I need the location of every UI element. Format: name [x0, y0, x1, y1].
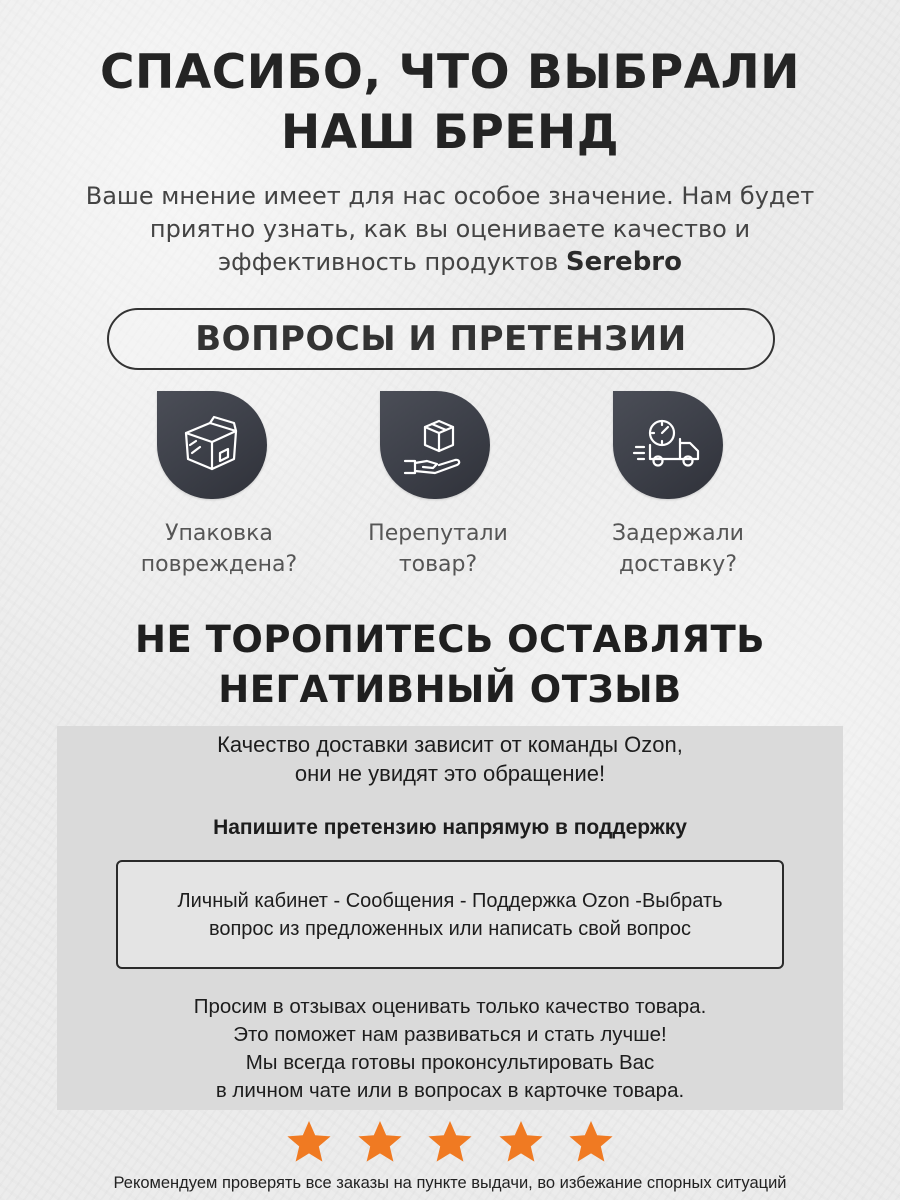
- request-line-2: Это поможет нам развиваться и стать лучше!: [233, 1023, 667, 1046]
- intro-line-3-wrap: [40, 246, 860, 279]
- support-path-line-1: Личный кабинет - Сообщения - Поддержка Ozon -Выбрать: [177, 889, 723, 912]
- issue-caption-wrong-item: [318, 518, 558, 580]
- request-line-3: Мы всегда готовы проконсультировать Вас: [245, 1051, 655, 1074]
- star-rating: [285, 1116, 615, 1168]
- brand-name: Serebro: [565, 247, 682, 277]
- request-line-1: Просим в отзывах оценивать только качество товара.: [193, 995, 707, 1018]
- star-icon: [426, 1118, 474, 1166]
- support-heading: Напишите претензию напрямую в поддержку: [213, 816, 687, 839]
- section-label-pill: [107, 308, 775, 370]
- star-icon: [356, 1118, 404, 1166]
- box-in-hand-icon: [380, 391, 490, 499]
- support-path-box: [116, 860, 784, 969]
- issue-caption-delay: [558, 518, 798, 580]
- star-icon: [567, 1118, 615, 1166]
- section-label: ВОПРОСЫ И ПРЕТЕНЗИИ: [195, 319, 687, 359]
- support-path-line-2: вопрос из предложенных или написать свой вопрос: [208, 917, 692, 940]
- footer-note: Рекомендуем проверять все заказы на пункте выдачи, во избежание спорных ситуаций: [113, 1174, 787, 1192]
- request-line-4: в личном чате или в вопросах в карточке товара.: [215, 1079, 685, 1102]
- delivery-line-1: Качество доставки зависит от команды Ozon,: [217, 732, 683, 757]
- warning-line-2: НЕГАТИВНЫЙ ОТЗЫВ: [218, 668, 682, 711]
- delivery-truck-icon: [613, 391, 723, 499]
- delivery-line-2: они не увидят это обращение!: [294, 761, 606, 786]
- intro-line-3: эффективность продуктов: [218, 248, 559, 276]
- star-icon: [497, 1118, 545, 1166]
- title-line-2: НАШ БРЕНД: [280, 105, 620, 160]
- intro-text: [40, 180, 860, 279]
- issue-1-line-1: Упаковка: [165, 521, 273, 546]
- review-request: [57, 993, 843, 1105]
- intro-line-2: приятно узнать, как вы оцениваете качество и: [149, 215, 751, 243]
- intro-line-1: Ваше мнение имеет для нас особое значение. Нам будет: [85, 182, 815, 210]
- star-icon: [285, 1118, 333, 1166]
- title-line-1: СПАСИБО, ЧТО ВЫБРАЛИ: [100, 45, 800, 100]
- issue-caption-damaged: [99, 518, 339, 580]
- warning-line-1: НЕ ТОРОПИТЕСЬ ОСТАВЛЯТЬ: [135, 618, 765, 661]
- issue-2-line-1: Перепутали: [368, 521, 508, 546]
- damaged-box-icon: [157, 391, 267, 499]
- issue-3-line-1: Задержали: [612, 521, 744, 546]
- issue-2-line-2: товар?: [398, 552, 478, 577]
- issue-3-line-2: доставку?: [618, 552, 737, 577]
- delivery-note: [57, 730, 843, 788]
- issue-1-line-2: повреждена?: [140, 552, 298, 577]
